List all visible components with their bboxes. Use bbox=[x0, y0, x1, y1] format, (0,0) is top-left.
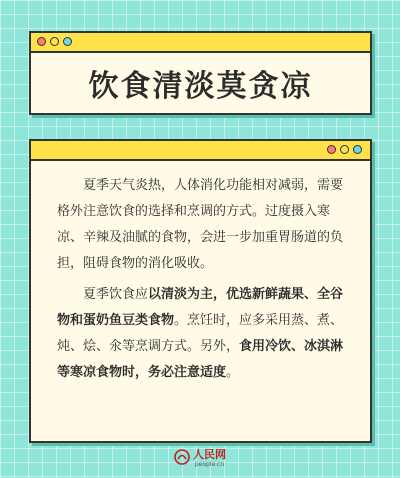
window-dots bbox=[327, 145, 362, 154]
paragraph-2-text-3: 。 bbox=[226, 365, 240, 380]
page-title: 饮食清淡莫贪凉 bbox=[88, 69, 313, 104]
paragraph-2-text-1: 夏季饮食应 bbox=[83, 287, 149, 302]
logo-name: 人民网 bbox=[193, 448, 226, 461]
paragraph-2-bold-1: 以清淡为主，优选新鲜蔬果、全谷物和蛋奶鱼豆类食物 bbox=[57, 287, 344, 328]
yellow-dot-icon bbox=[50, 37, 59, 46]
window-dots bbox=[37, 37, 72, 46]
paragraph-2-text-2: 。烹饪时，应多采用蒸、煮、炖、烩、氽等烹调方式。另外， bbox=[57, 313, 344, 354]
title-card bbox=[29, 31, 372, 115]
people-daily-logo-icon bbox=[174, 449, 190, 465]
red-dot-icon bbox=[327, 145, 336, 154]
content-card-bar bbox=[31, 141, 370, 161]
paragraph-1: 夏季天气炎热，人体消化功能相对减弱，需要格外注意饮食的选择和烹调的方式。过度摄入寒凉、辛辣及油腻的食物，会进一步加重胃肠道的负担，阻碍食物的消化吸收。 bbox=[57, 178, 344, 271]
red-dot-icon bbox=[37, 37, 46, 46]
people-daily-logo bbox=[174, 449, 226, 468]
logo-domain: people.cn bbox=[194, 461, 225, 468]
yellow-dot-icon bbox=[340, 145, 349, 154]
content-text bbox=[31, 161, 370, 386]
content-card bbox=[29, 139, 372, 443]
paragraph-2 bbox=[57, 282, 352, 386]
paragraph-2-bold-2: 食用冷饮、冰淇淋等寒凉食物时，务必注意适度 bbox=[57, 339, 344, 380]
logo-words bbox=[193, 449, 226, 468]
cyan-dot-icon bbox=[63, 37, 72, 46]
title-card-bar bbox=[31, 33, 370, 53]
cyan-dot-icon bbox=[353, 145, 362, 154]
